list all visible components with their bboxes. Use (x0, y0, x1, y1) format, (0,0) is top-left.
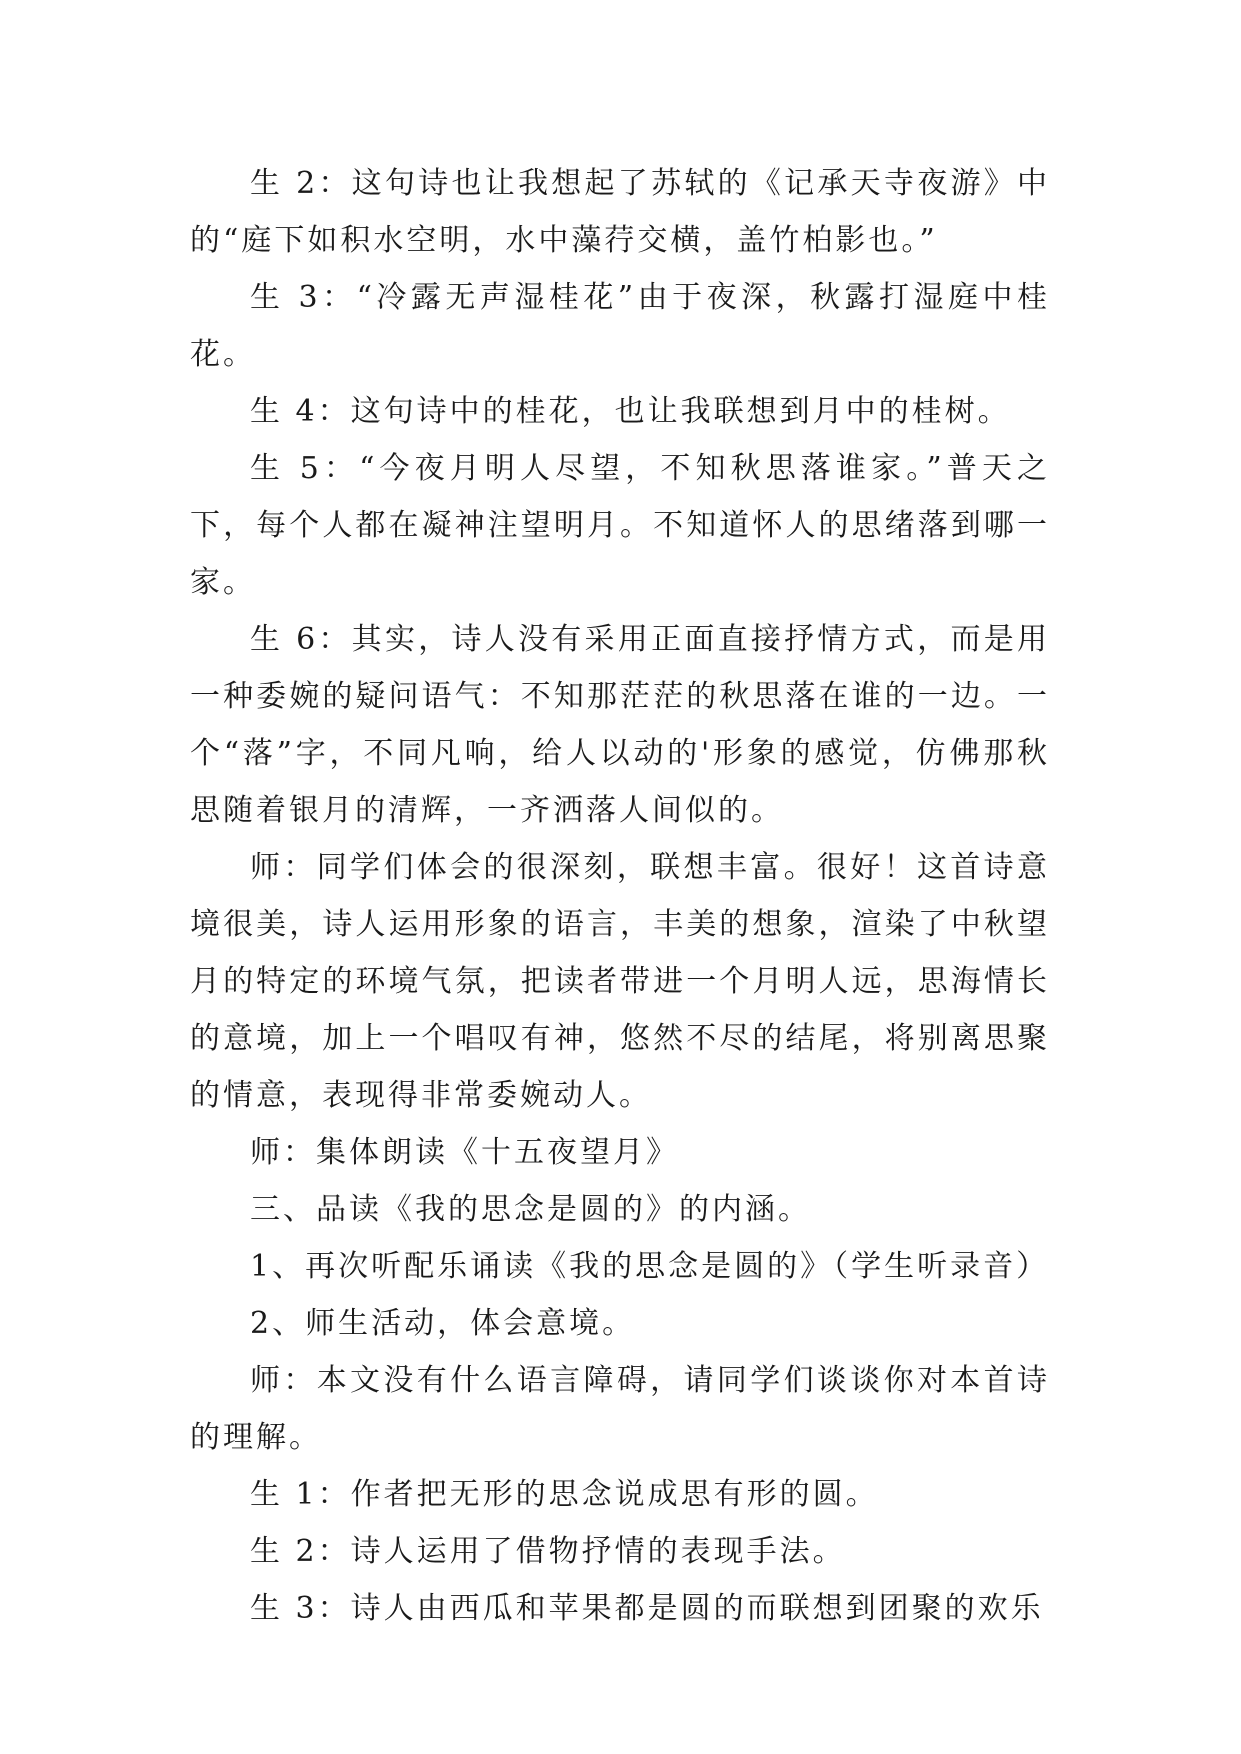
paragraph-teacher-comment: 师：同学们体会的很深刻，联想丰富。很好！这首诗意境很美，诗人运用形象的语言，丰美的想象，渲染了中秋望月的特定的环境气氛，把读者带进一个月明人远，思海情长的意境，加上一个唱叹有神，悠然不尽的结尾，将别离思聚的情意，表现得非常委婉动人。 (190, 850, 1050, 1113)
paragraph-student-2-technique: 生 2：诗人运用了借物抒情的表现手法。 (250, 1534, 846, 1569)
paragraph-student-1-circle: 生 1：作者把无形的思念说成思有形的圆。 (250, 1477, 879, 1512)
paragraph-student-3-fruit: 生 3：诗人由西瓜和苹果都是圆的而联想到团聚的欢乐 (250, 1591, 1044, 1626)
paragraph-student-4-moon-tree: 生 4：这句诗中的桂花，也让我联想到月中的桂树。 (250, 394, 1011, 429)
paragraph-teacher-question: 师：本文没有什么语言障碍，请同学们谈谈你对本首诗的理解。 (190, 1363, 1050, 1455)
document-body (190, 155, 1050, 1637)
step-one-listen: 1、再次听配乐诵读《我的思念是圆的》（学生听录音） (250, 1249, 1050, 1284)
paragraph-student-2-su-shi: 生 2：这句诗也让我想起了苏轼的《记承天寺夜游》中的“庭下如积水空明，水中藻荇交横，盖竹柏影也。” (190, 166, 1050, 258)
step-two-activity: 2、师生活动，体会意境。 (250, 1306, 636, 1341)
paragraph-student-3-osmanthus: 生 3：“冷露无声湿桂花”由于夜深，秋露打湿庭中桂花。 (190, 280, 1050, 372)
paragraph-teacher-group-reading: 师：集体朗读《十五夜望月》 (250, 1135, 679, 1170)
paragraph-student-6-analysis: 生 6：其实，诗人没有采用正面直接抒情方式，而是用一种委婉的疑问语气：不知那茫茫的秋思落在谁的一边。一个“落”字，不同凡响，给人以动的'形象的感觉，仿佛那秋思随着银月的清辉，一齐洒落人间似的。 (190, 622, 1050, 828)
paragraph-student-5-moonlight: 生 5：“今夜月明人尽望，不知秋思落谁家。”普天之下，每个人都在凝神注望明月。不知道怀人的思绪落到哪一家。 (190, 451, 1050, 600)
section-heading-three: 三、品读《我的思念是圆的》的内涵。 (250, 1192, 811, 1227)
